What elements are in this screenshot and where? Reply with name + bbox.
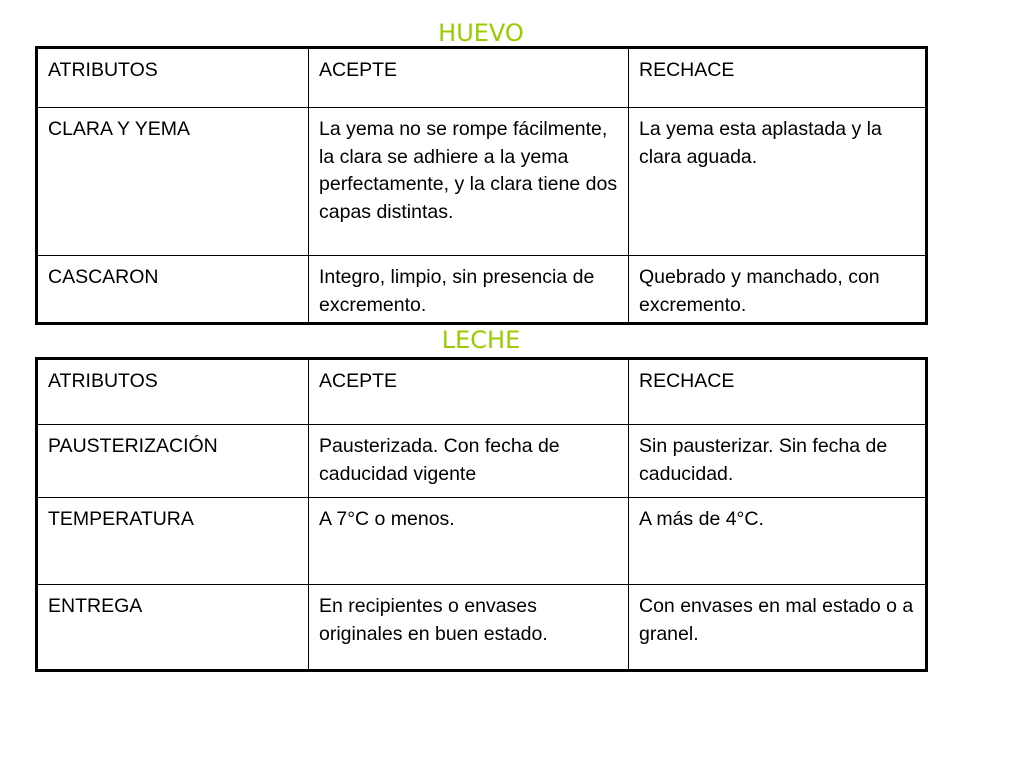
reject-cell: Sin pausterizar. Sin fecha de caducidad. <box>629 425 927 498</box>
leche-title: LECHE <box>441 326 521 354</box>
reject-cell: A más de 4°C. <box>629 498 927 585</box>
attribute-cell: CASCARON <box>37 256 309 324</box>
table-row <box>37 498 927 585</box>
attribute-cell: PAUSTERIZACIÓN <box>37 425 309 498</box>
header-cell-atributos: ATRIBUTOS <box>37 359 309 425</box>
attribute-cell: TEMPERATURA <box>37 498 309 585</box>
table-row <box>37 425 927 498</box>
attribute-cell: ENTREGA <box>37 585 309 671</box>
attribute-cell: CLARA Y YEMA <box>37 108 309 256</box>
header-cell-rechace: RECHACE <box>629 48 927 108</box>
reject-cell: La yema esta aplastada y la clara aguada. <box>629 108 927 256</box>
header-cell-rechace: RECHACE <box>629 359 927 425</box>
huevo-table <box>35 46 928 325</box>
accept-cell: En recipientes o envases originales en buen estado. <box>309 585 629 671</box>
table-row <box>37 108 927 256</box>
header-cell-acepte: ACEPTE <box>309 359 629 425</box>
huevo-title: HUEVO <box>438 19 524 47</box>
leche-table <box>35 357 928 672</box>
header-cell-acepte: ACEPTE <box>309 48 629 108</box>
table-row <box>37 585 927 671</box>
header-cell-atributos: ATRIBUTOS <box>37 48 309 108</box>
reject-cell: Quebrado y manchado, con excremento. <box>629 256 927 324</box>
table-row <box>37 256 927 324</box>
accept-cell: A 7°C o menos. <box>309 498 629 585</box>
reject-cell: Con envases en mal estado o a granel. <box>629 585 927 671</box>
accept-cell: La yema no se rompe fácilmente, la clara se adhiere a la yema perfectamente, y la clara tiene dos capas distintas. <box>309 108 629 256</box>
table-header-row <box>37 48 927 108</box>
accept-cell: Pausterizada. Con fecha de caducidad vigente <box>309 425 629 498</box>
accept-cell: Integro, limpio, sin presencia de excremento. <box>309 256 629 324</box>
table-header-row <box>37 359 927 425</box>
